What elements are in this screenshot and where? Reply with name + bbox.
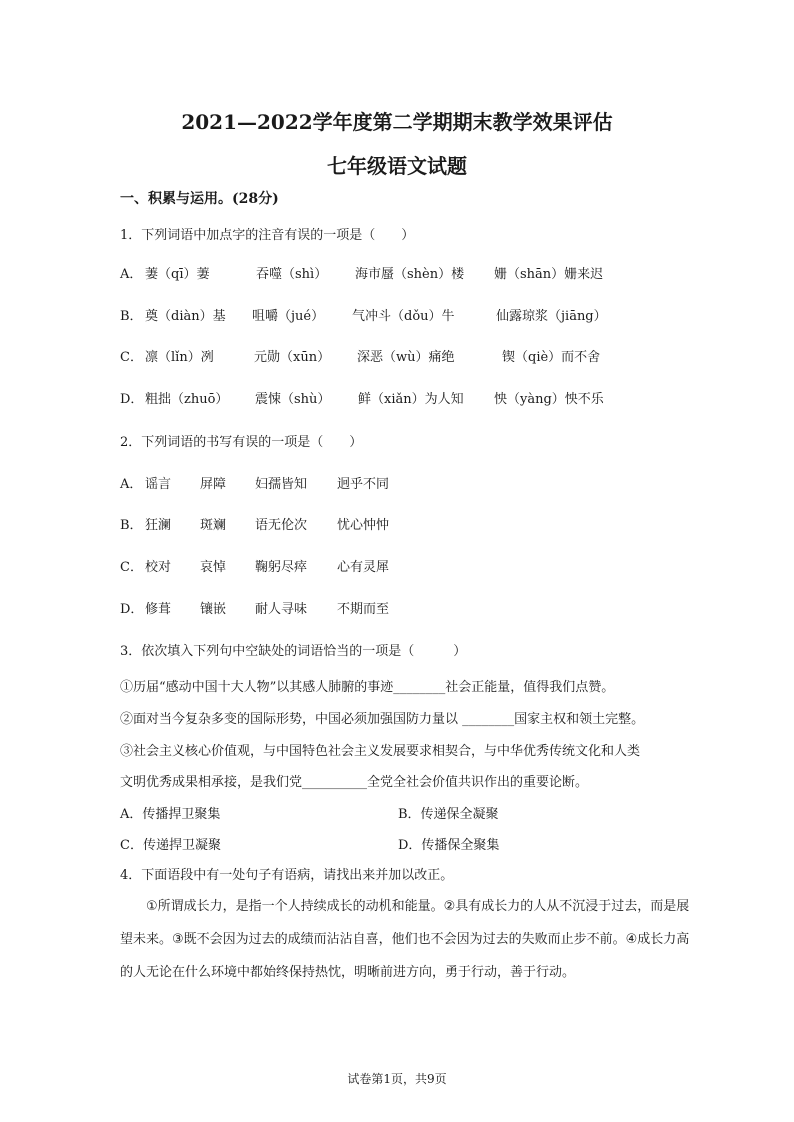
option-item: 镶嵌 [200, 602, 227, 617]
option-label: A． [120, 267, 143, 282]
exam-title: 2021—2022学年度第二学期期末教学效果评估 [181, 110, 613, 134]
question-3-option-b: B．传递保全凝聚 [398, 807, 499, 822]
option-label: A． [120, 477, 143, 492]
option-label: C． [120, 350, 143, 365]
option-item: 校对 [145, 560, 172, 575]
option-item: 深恶（wù）痛绝 [357, 350, 455, 365]
option-item: 凛（lǐn）冽 [145, 350, 214, 365]
option-item: 忧心忡忡 [337, 518, 390, 533]
option-label: B． [120, 518, 143, 533]
option-item: 斑斓 [200, 518, 227, 533]
option-item: 奠（diàn）基 [145, 309, 226, 324]
question-4-stem: 4．下面语段中有一处句子有语病，请找出来并加以改正。 [120, 868, 454, 883]
option-item: 心有灵犀 [337, 560, 390, 575]
option-item: 锲（qiè）而不舍 [502, 350, 601, 365]
option-item: 耐人寻味 [255, 602, 308, 617]
option-item: 萋（qī）萋 [145, 267, 210, 282]
q2-option-row [0, 514, 794, 534]
question-3-sentence-2: ②面对当今复杂多变的国际形势，中国必须加强国防力量以 ________国家主权和领土完整。 [120, 712, 645, 727]
question-3-sentence-1: ①历届“感动中国十大人物”以其感人肺腑的事迹________社会正能量，值得我们点赞。 [120, 680, 615, 695]
option-item: 气冲斗（dǒu）牛 [352, 309, 455, 324]
option-label: C． [120, 560, 143, 575]
option-item: 咀嚼（jué） [252, 309, 325, 324]
option-item: 吞噬（shì） [256, 267, 328, 282]
exam-subtitle: 七年级语文试题 [327, 154, 467, 178]
option-item: 元勋（xūn） [254, 350, 331, 365]
question-3-sentence-3-cont: 文明优秀成果相承接，是我们党__________全党全社会价值共识作出的重要论断。 [120, 775, 589, 790]
question-3-option-c: C．传递捍卫凝聚 [120, 838, 221, 853]
option-item: 姗（shān）姗来迟 [494, 267, 604, 282]
q1-option-row [0, 388, 794, 408]
option-label: B． [120, 309, 143, 324]
option-item: 狂澜 [145, 518, 172, 533]
q1-option-row [0, 346, 794, 366]
option-item: 迥乎不同 [337, 477, 390, 492]
q2-option-row [0, 556, 794, 576]
option-item: 屏障 [200, 477, 227, 492]
question-3-option-d: D．传播保全聚集 [398, 838, 500, 853]
option-item: 谣言 [145, 477, 172, 492]
option-item: 语无伦次 [255, 518, 308, 533]
option-item: 怏（yàng）怏不乐 [494, 392, 604, 407]
option-item: 粗拙（zhuō） [145, 392, 229, 407]
option-label: D． [120, 602, 144, 617]
question-4-passage: ①所谓成长力，是指一个人持续成长的动机和能量。②具有成长力的人从不沉浸于过去，而是展望未来。③既不会因为过去的成绩而沾沾自喜，他们也不会因为过去的失败而止步不前。④成长力高的人无论在什么环境中都始终保持热忱，明晰前进方向，勇于行动，善于行动。 [120, 899, 690, 980]
option-item: 震悚（shù） [255, 392, 331, 407]
option-item: 不期而至 [337, 602, 390, 617]
page-footer: 试卷第1页，共9页 [347, 1072, 447, 1086]
question-3-option-a: A．传播捍卫聚集 [120, 807, 221, 822]
option-item: 鞠躬尽瘁 [255, 560, 308, 575]
option-item: 仙露琼浆（jiāng） [496, 309, 607, 324]
option-item: 修葺 [145, 602, 172, 617]
q2-option-row [0, 473, 794, 493]
option-item: 鲜（xiǎn）为人知 [358, 392, 464, 407]
q2-option-row [0, 598, 794, 618]
question-3-sentence-3: ③社会主义核心价值观，与中国特色社会主义发展要求相契合，与中华优秀传统文化和人类 [120, 744, 641, 759]
option-item: 海市蜃（shèn）楼 [355, 267, 465, 282]
option-label: D． [120, 392, 144, 407]
question-2-stem: 2．下列词语的书写有误的一项是（ ） [120, 435, 363, 450]
q1-option-row [0, 305, 794, 325]
question-3-stem: 3．依次填入下列句中空缺处的词语恰当的一项是（ ） [120, 644, 467, 659]
option-item: 哀悼 [200, 560, 227, 575]
section-heading: 一、积累与运用。(28分) [120, 191, 279, 207]
q1-option-row [0, 263, 794, 283]
option-item: 妇孺皆知 [255, 477, 308, 492]
question-1-stem: 1．下列词语中加点字的注音有误的一项是（ ） [120, 228, 415, 243]
